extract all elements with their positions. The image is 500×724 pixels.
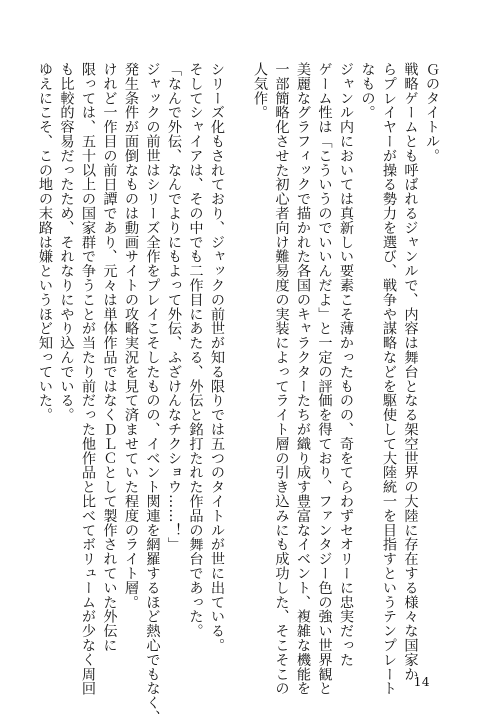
text-line: Ｇのタイトル。 [424, 62, 440, 163]
text-line: 「なんで外伝、なんでよりにもよって外伝、ふざけんなチクショウ……！」 [166, 62, 182, 552]
text-line: ゲーム性は「こういうのでいいんだよ」と一定の評価を得ており、ファンタジー色の強い世界観と [316, 62, 333, 696]
text-line: 人気作。 [252, 62, 268, 120]
text-line: ゆえにこそ、この地の末路は嫌というほど知っていた。 [37, 62, 53, 422]
text-line: シリーズ化もされており、ジャックの前世が知る限りでは五つのタイトルが世に出ている。 [209, 62, 225, 653]
text-line: けれど一作目の前日譚であり、元々は単体作品ではなくＤＬＣとして製作されていた外伝に [101, 62, 118, 653]
text-line: ジャックの前世はシリーズ全作をプレイこそしたものの、イベント関連を網羅するほど熱心でもなく、 [144, 62, 161, 724]
text-line: らプレイヤーが操る勢力を選び、戦争や謀略などを駆使して大陸統一を目指すというテンプレート [381, 62, 397, 696]
text-line: 限っては、五十以上の国家群で争うことが当たり前だった他作品と比べてボリュームが少なく周回 [80, 62, 96, 696]
text-line: も比較的容易だったため、それなりにやり込んでいる。 [58, 62, 75, 422]
paragraph-gap [227, 62, 249, 662]
text-line: 戦略ゲームとも呼ばれるジャンルで、内容は舞台となる架空世界の大陸に存在する様々な国家か [402, 62, 419, 682]
text-line: 一部簡略化させた初心者向け難易度の実装によってライト層の引き込みにも成功した、そこそこの [273, 62, 290, 696]
page-number: 14 [413, 675, 430, 689]
text-line: なもの。 [359, 62, 376, 120]
text-line: そしてシャイアは、その中でも二作目にあたる、外伝と銘打たれた作品の舞台であった。 [187, 62, 204, 638]
text-line: 美麗なグラフィックで描かれた各国のキャラクターたちが織り成す豊富なイベント、複雑な機能を [295, 62, 311, 696]
text-line: ジャンル内においては真新しい要素こそ薄かったものの、奇をてらわずセオリーに忠実だった [338, 62, 354, 667]
text-line: 発生条件が面倒なものは動画サイトの攻略実況を見て済ませていた程度のライト層。 [123, 62, 139, 610]
